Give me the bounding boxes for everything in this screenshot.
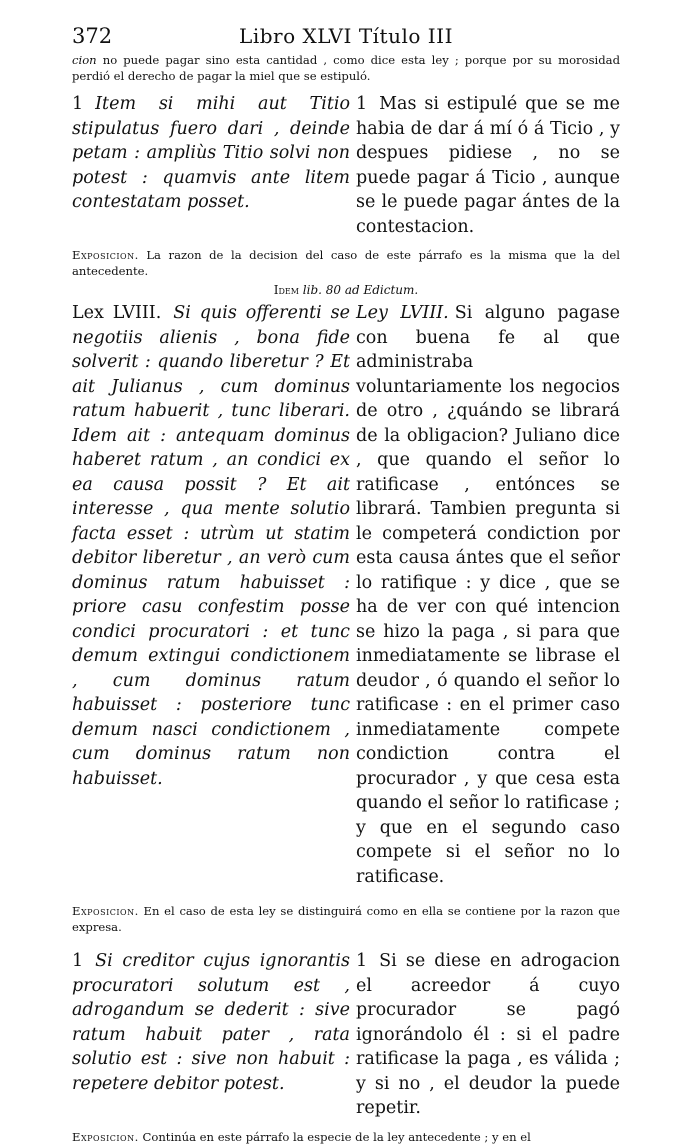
latin-text: Si quis offerenti se negotiis alienis , bona fide solverit : quando liberetur ? Et ait Julianus , cum dominus ratum habuerit , tunc liberari. Idem ait : antequam dominus haberet ratum , an condici ex ea causa possit ? Et ait interesse , qua mente solutio facta esset : utrùm ut statim debitor liberetur , an verò cum dominus ratum habuisset : priore casu confestim posse condici procuratori : et tunc demum extingui condictionem , cum dominus ratum habuisset : posteriore tunc demum nasci condictionem , cum dominus ratum non habuisset.	[72, 303, 350, 789]
spanish-text: Si se diese en adrogacion el acreedor á cuyo procurador se pagó ignorándolo él : si el padre ratificase la paga , es válida ; y si no , el deudor la puede repetir.	[356, 951, 620, 1118]
top-note-lead: cion	[72, 53, 97, 67]
page-number: 372	[72, 24, 113, 48]
top-note	[72, 52, 620, 84]
exposicion-text: La razon de la decision del caso de este párrafo es la misma que la del antecedente.	[72, 248, 620, 278]
exposicion-text: En el caso de esta ley se distinguirá como en ella se contiene por la razon que expresa.	[72, 904, 620, 934]
spanish-paragraph-3	[356, 949, 620, 1121]
latin-text: Item si mihi aut Titio stipulatus fuero dari , deinde petam : ampliùs Titio solvi non potest : quamvis ante litem contestatam posset.	[72, 94, 350, 212]
exposicion-label: Exposicion.	[72, 904, 139, 918]
latin-text: Si creditor cujus ignorantis procuratori solutum est , adrogandum se dederit : sive ratum habuit pater , rata solutio est : sive non habuit : repetere debitor potest.	[72, 951, 350, 1094]
section-1	[72, 92, 620, 239]
paragraph-number: 1	[356, 951, 368, 971]
paragraph-number: 1	[356, 94, 368, 114]
top-note-text: no puede pagar sino esta cantidad , como dice esta ley ; porque por su morosidad perdió el derecho de pagar la miel que se estipuló.	[72, 53, 620, 83]
paragraph-number: 1	[72, 951, 84, 971]
latin-paragraph-1	[72, 92, 350, 239]
spanish-paragraph-1	[356, 92, 620, 239]
running-title: Libro XLVI Título III	[239, 24, 453, 48]
exposicion-3	[72, 1129, 620, 1145]
page	[72, 20, 620, 1145]
attribution-ref: lib. 80 ad Edictum.	[298, 283, 419, 297]
latin-lex-58	[72, 301, 350, 889]
ley-heading: Ley LVIII.	[356, 303, 449, 323]
spanish-ley-58	[356, 301, 620, 889]
section-3	[72, 949, 620, 1121]
attribution-name: Idem	[273, 283, 299, 297]
exposicion-text: Continúa en este párrafo la especie de la ley antecedente ; y en el	[138, 1129, 531, 1144]
exposicion-1	[72, 247, 620, 279]
attribution	[72, 283, 620, 297]
exposicion-2	[72, 903, 620, 935]
lex-heading: Lex LVIII.	[72, 303, 162, 323]
paragraph-number: 1	[72, 94, 84, 114]
section-2	[72, 301, 620, 889]
spanish-text: Mas si estipulé que se me habia de dar á mí ó á Ticio , y despues pidiese , no se puede pagar á Ticio , aunque se le puede pagar ántes de la contestacion.	[356, 94, 620, 237]
exposicion-label: Exposicion.	[72, 248, 139, 262]
latin-paragraph-3	[72, 949, 350, 1121]
spanish-text: Si alguno pagase con buena fe al que administraba voluntariamente los negocios de otro , ¿quándo se librará de la obligacion? Juliano dice , que quando el señor lo ratificase , entónces se librará. Tambien pregunta si le competerá condiction por esta causa ántes que el señor lo ratifique : y dice , que se ha de ver con qué intencion se hizo la paga , si para que inmediatamente se librase el deudor , ó quando el señor lo ratificase : en el primer caso inmediatamente compete condiction contra el procurador , y que cesa esta quando el señor lo ratificase ; y que en el segundo caso compete si el señor no lo ratificase.	[356, 303, 620, 887]
page-header	[72, 20, 620, 50]
exposicion-label: Exposicion.	[72, 1129, 139, 1144]
